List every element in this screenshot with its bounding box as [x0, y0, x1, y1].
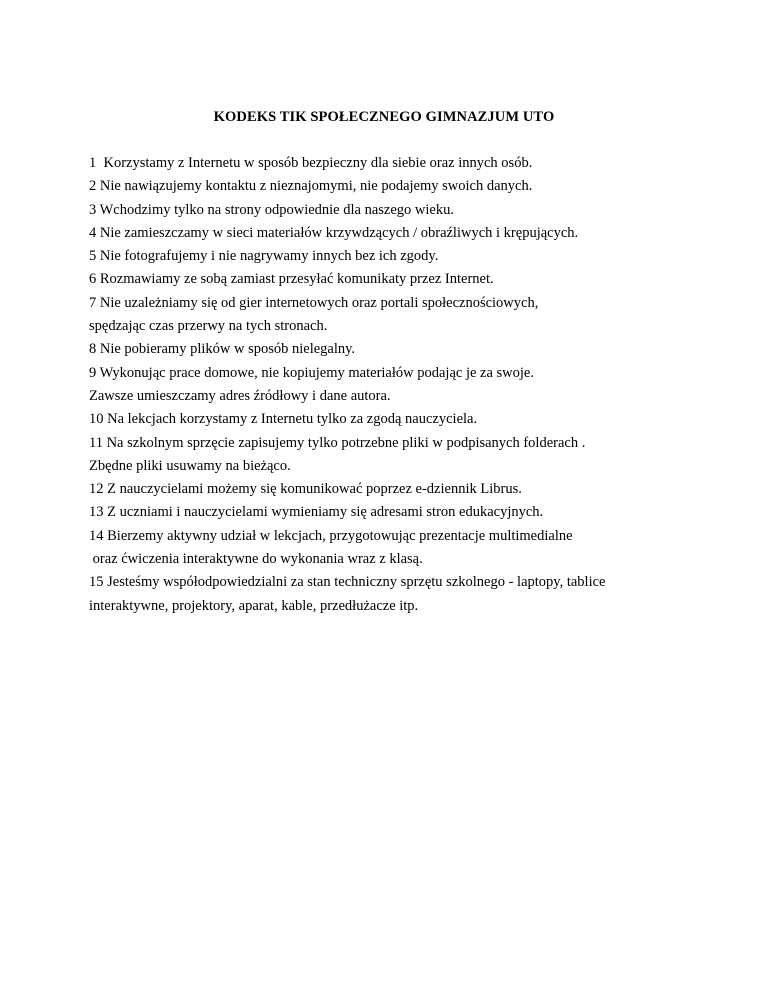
code-line: 8 Nie pobieramy plików w sposób nielegalny.: [89, 341, 356, 358]
code-line: 5 Nie fotografujemy i nie nagrywamy innych bez ich zgody.: [89, 248, 439, 265]
code-line: Zawsze umieszczamy adres źródłowy i dane autora.: [89, 387, 391, 404]
code-line: 9 Wykonując prace domowe, nie kopiujemy materiałów podając je za swoje.: [89, 364, 534, 381]
code-line: spędzając czas przerwy na tych stronach.: [89, 318, 328, 335]
document-title: KODEKS TIK SPOŁECZNEGO GIMNAZJUM UTO: [213, 109, 555, 125]
code-line: 10 Na lekcjach korzystamy z Internetu tylko za zgodą nauczyciela.: [89, 411, 478, 428]
code-line: Zbędne pliki usuwamy na bieżąco.: [89, 457, 291, 474]
code-line: 15 Jesteśmy współodpowiedzialni za stan techniczny sprzętu szkolnego - laptopy, tablice: [89, 574, 606, 591]
code-line: 3 Wchodzimy tylko na strony odpowiednie dla naszego wieku.: [89, 201, 454, 218]
code-line: oraz ćwiczenia interaktywne do wykonania wraz z klasą.: [89, 551, 423, 568]
code-line: 11 Na szkolnym sprzęcie zapisujemy tylko potrzebne pliki w podpisanych folderach .: [89, 434, 586, 451]
code-line: 12 Z nauczycielami możemy się komunikować poprzez e-dziennik Librus.: [89, 481, 522, 498]
code-line: 6 Rozmawiamy ze sobą zamiast przesyłać komunikaty przez Internet.: [89, 271, 494, 288]
code-line: 14 Bierzemy aktywny udział w lekcjach, przygotowując prezentacje multimedialne: [89, 527, 573, 544]
code-line: 4 Nie zamieszczamy w sieci materiałów krzywdzących / obraźliwych i krępujących.: [89, 224, 579, 241]
code-line: interaktywne, projektory, aparat, kable, przedłużacze itp.: [89, 597, 419, 614]
code-line: 13 Z uczniami i nauczycielami wymieniamy się adresami stron edukacyjnych.: [89, 504, 544, 521]
code-line: 1 Korzystamy z Internetu w sposób bezpieczny dla siebie oraz innych osób.: [89, 155, 533, 171]
code-line: 7 Nie uzależniamy się od gier internetowych oraz portali społecznościowych,: [89, 294, 539, 311]
code-list: [89, 152, 759, 618]
code-line: 2 Nie nawiązujemy kontaktu z nieznajomymi, nie podajemy swoich danych.: [89, 178, 533, 195]
